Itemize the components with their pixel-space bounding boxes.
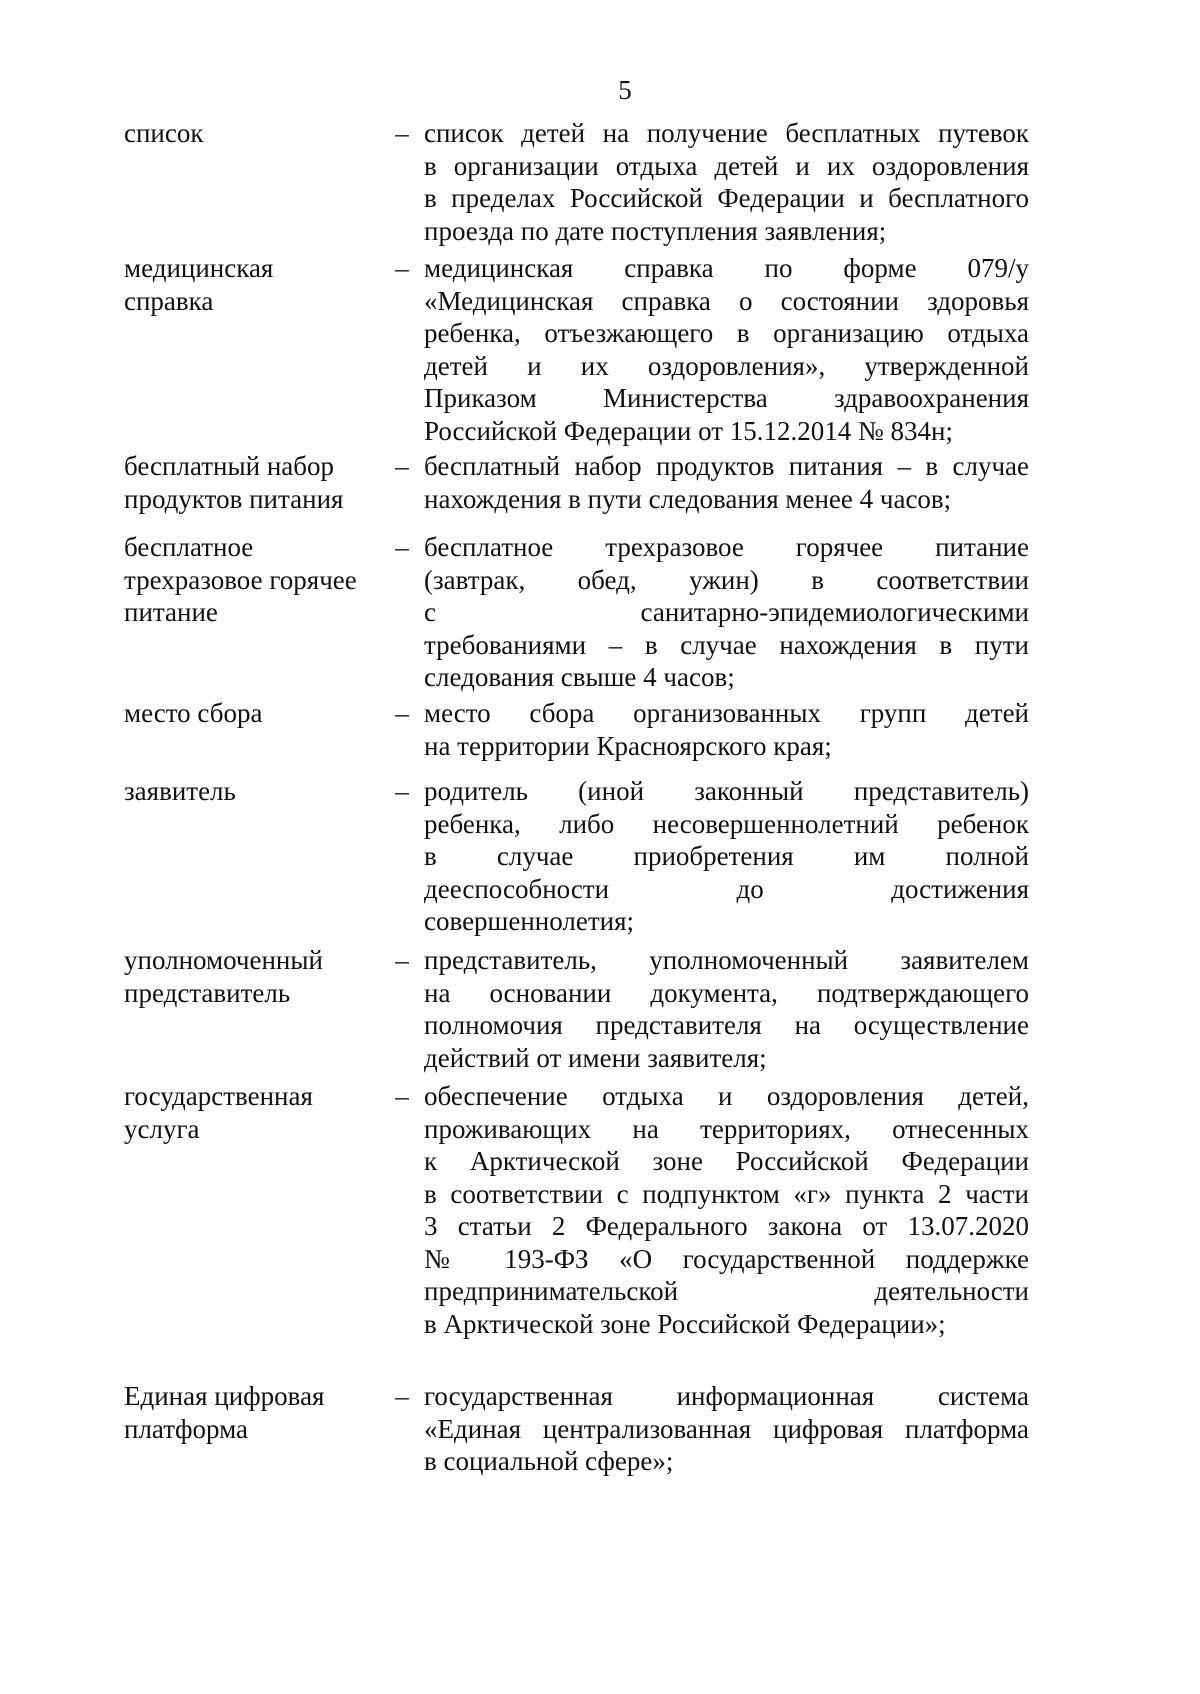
definition-line: бесплатное трехразовое горячее питание — [424, 532, 1029, 562]
definition-line: 3 статьи 2 Федерального закона от 13.07.2020 — [424, 1211, 1029, 1241]
term-line: представитель — [124, 977, 291, 1008]
term-line: государственная — [124, 1081, 313, 1111]
definition-line: в социальной сфере»; — [424, 1446, 674, 1476]
dash: – — [395, 253, 409, 283]
definition-line: (завтрак, обед, ужин) в соответствии — [424, 564, 1029, 595]
term-line: заявитель — [124, 776, 236, 806]
definition — [424, 252, 1029, 447]
definition-line: государственная информационная система — [424, 1381, 1029, 1411]
definition-line: представитель, уполномоченный заявителем — [424, 945, 1029, 975]
definition — [424, 775, 1029, 938]
dash: – — [395, 945, 409, 975]
term — [124, 1080, 384, 1145]
definition-line: на основании документа, подтверждающего — [424, 977, 1029, 1008]
term-line: Единая цифровая — [124, 1381, 325, 1411]
term-line: бесплатное — [124, 532, 254, 562]
term — [124, 252, 384, 317]
dash: – — [395, 532, 409, 562]
term-line: справка — [124, 285, 214, 316]
dash: – — [395, 698, 409, 728]
definition-line: с санитарно-эпидемиологическими — [424, 597, 1029, 627]
definition — [424, 1380, 1029, 1478]
term-line: платформа — [124, 1413, 248, 1444]
definition-line: обеспечение отдыха и оздоровления детей, — [424, 1081, 1029, 1111]
term-line: бесплатный набор — [124, 451, 334, 481]
definition-line: проживающих на территориях, отнесенных — [424, 1113, 1029, 1144]
dash: – — [395, 1381, 409, 1411]
definition-line: нахождения в пути следования менее 4 часов; — [424, 483, 952, 514]
term-line: место сбора — [124, 698, 263, 728]
term — [124, 531, 384, 629]
definition-line: на территории Красноярского края; — [424, 730, 832, 761]
definition-line: Российской Федерации от 15.12.2014 № 834н; — [424, 415, 953, 446]
term-line: питание — [124, 597, 218, 627]
term-line: уполномоченный — [124, 945, 323, 975]
definition — [424, 531, 1029, 694]
definition-line: «Медицинская справка о состоянии здоровья — [424, 285, 1029, 316]
definition-line: действий от имени заявителя; — [424, 1042, 767, 1073]
definition-line: в Арктической зоне Российской Федерации»; — [424, 1308, 946, 1339]
definition-line: список детей на получение бесплатных путевок — [424, 118, 1029, 148]
definition-line: к Арктической зоне Российской Федерации — [424, 1146, 1029, 1176]
dash: – — [395, 451, 409, 481]
definition-line: проезда по дате поступления заявления; — [424, 215, 887, 246]
definition-line: в соответствии с подпунктом «г» пункта 2 части — [424, 1178, 1029, 1209]
page-number: 5 — [618, 75, 632, 105]
definition-line: медицинская справка по форме 079/у — [424, 253, 1029, 283]
definition-line: следования свыше 4 часов; — [424, 662, 735, 692]
definition-line: совершеннолетия; — [424, 906, 635, 936]
term — [124, 1380, 384, 1445]
term — [124, 117, 384, 150]
definition — [424, 944, 1029, 1074]
definition-line: «Единая централизованная цифровая платформа — [424, 1413, 1029, 1444]
definition-line: бесплатный набор продуктов питания – в случае — [424, 451, 1029, 481]
term — [124, 775, 384, 808]
definition-line: Приказом Министерства здравоохранения — [424, 383, 1029, 413]
definition-line: родитель (иной законный представитель) — [424, 776, 1029, 806]
definition-line: место сбора организованных групп детей — [424, 698, 1029, 728]
definition — [424, 697, 1029, 762]
term-line: продуктов питания — [124, 483, 344, 514]
term — [124, 944, 384, 1009]
definition — [424, 1080, 1029, 1340]
term-line: список — [124, 118, 204, 148]
definition-line: требованиями – в случае нахождения в пути — [424, 629, 1029, 660]
term — [124, 450, 384, 515]
term-line: медицинская — [124, 253, 274, 283]
definition-line: предпринимательской деятельности — [424, 1276, 1029, 1306]
definition-line: ребенка, отъезжающего в организацию отдыха — [424, 318, 1029, 348]
dash: – — [395, 1081, 409, 1111]
definition-line: № 193-ФЗ «О государственной поддержке — [424, 1243, 1029, 1274]
definition-line: полномочия представителя на осуществление — [424, 1010, 1029, 1040]
term-line: трехразовое горячее — [124, 564, 357, 595]
dash: – — [395, 118, 409, 148]
dash: – — [395, 776, 409, 806]
definition-line: детей и их оздоровления», утвержденной — [424, 350, 1029, 381]
definition — [424, 450, 1029, 515]
definition — [424, 117, 1029, 247]
definition-line: в случае приобретения им полной — [424, 841, 1029, 871]
definition-line: в пределах Российской Федерации и бесплатного — [424, 183, 1029, 213]
term — [124, 697, 384, 730]
term-line: услуга — [124, 1113, 200, 1144]
definition-line: ребенка, либо несовершеннолетний ребенок — [424, 808, 1029, 839]
definition-line: в организации отдыха детей и их оздоровления — [424, 150, 1029, 181]
definition-line: дееспособности до достижения — [424, 873, 1029, 904]
